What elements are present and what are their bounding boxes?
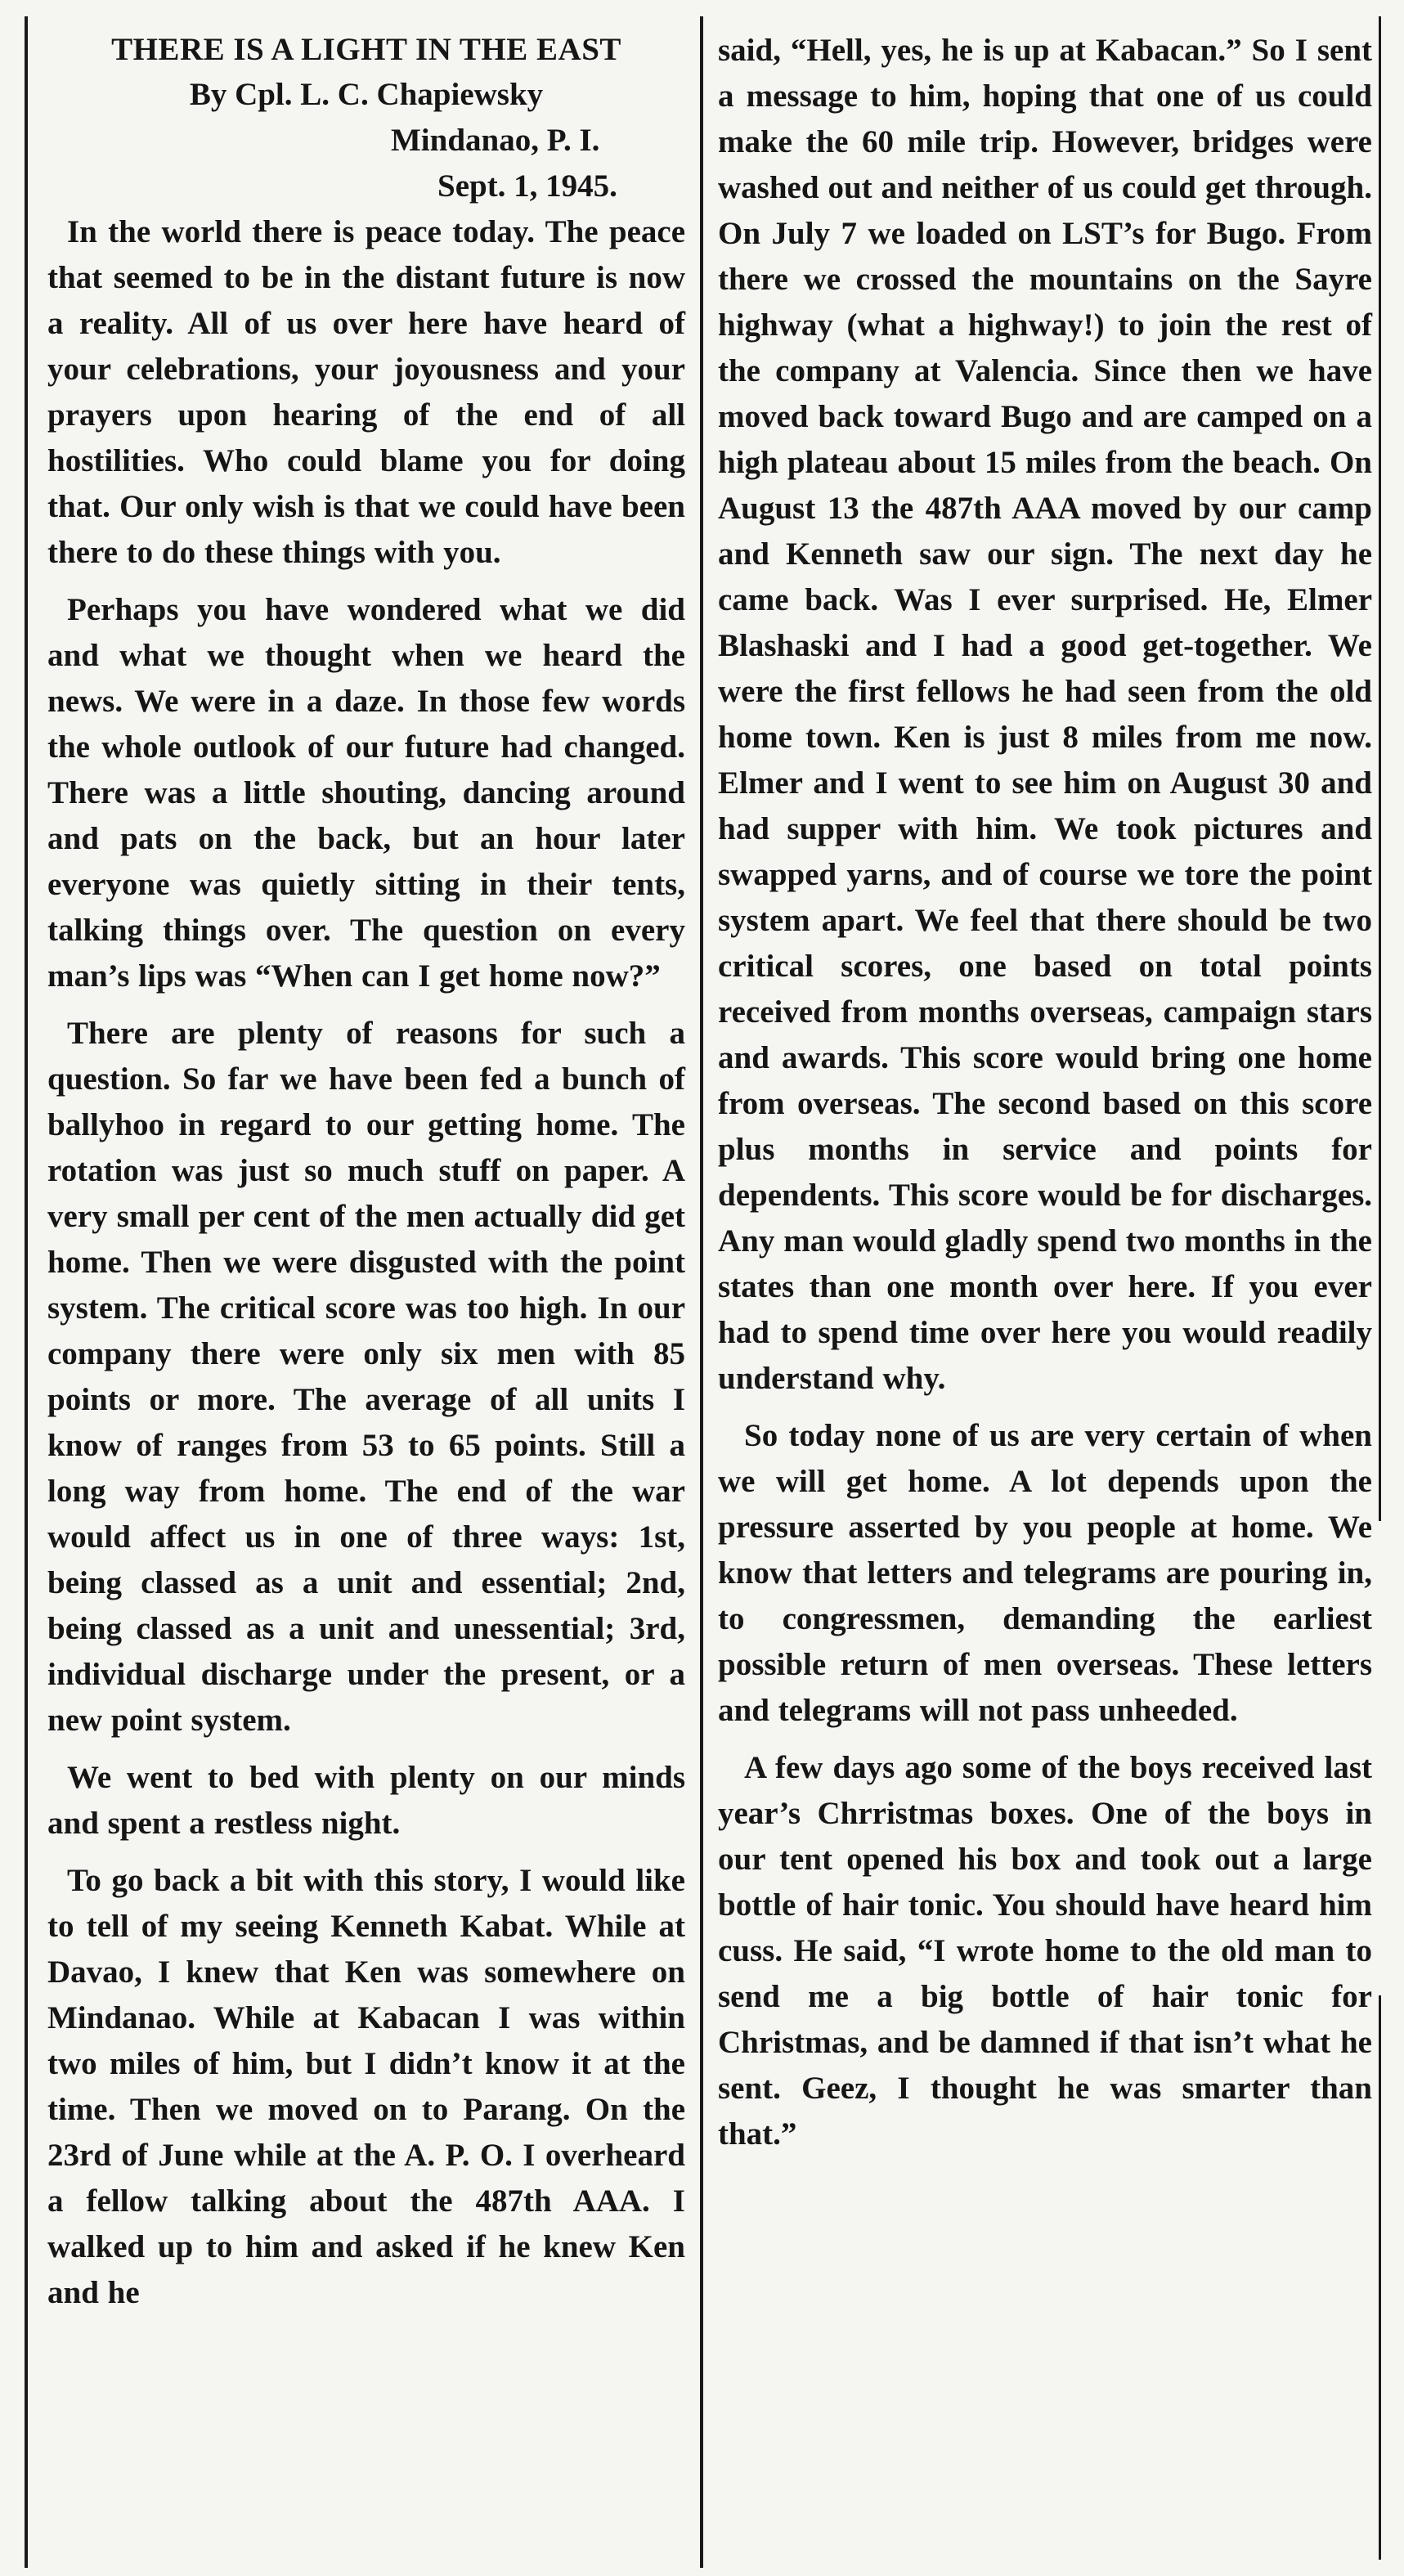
right-column — [718, 28, 1372, 2169]
dateline-place: Mindanao, P. I. — [391, 123, 600, 158]
right-border-rule-lower — [1379, 1995, 1381, 2560]
paragraph-news: Perhaps you have wondered what we did and what we thought when we heard the news. We were in a daze. In those few words the whole outlook of our future had changed. There was a little shouting, dancing around and pats on the back, but an hour later everyone was quietly sitting in their tents, talking things over. The question on every man’s lips was “When can I get home now?” — [47, 592, 685, 994]
paragraph-restless-night: We went to bed with plenty on our minds and spent a restless night. — [47, 1760, 685, 1841]
paragraph-kabacan-continued: said, “Hell, yes, he is up at Kabacan.” So I sent a message to him, hoping that one of us could make the 60 mile trip. However, bridges were washed out and neither of us could get through. On July 7 we loaded on LST’s for Bugo. From there we crossed the mountains on the Sayre highway (what a highway!) to join the rest of the company at Valencia. Since then we have moved back toward Bugo and are camped on a high plateau about 15 miles from the beach. On August 13 the 487th AAA moved by our camp and Kenneth saw our sign. The next day he came back. Was I ever surprised. He, Elmer Blashaski and I had a good get-together. We were the first fellows he had seen from the old home town. Ken is just 8 miles from me now. Elmer and I went to see him on August 30 and had supper with him. We took pictures and swapped yarns, and of course we tore the point system apart. We feel that there should be two critical scores, one based on total points received from months overseas, campaign stars and awards. This score would bring one home from overseas. The second based on this score plus months in service and points for dependents. This score would be for discharges. Any man would gladly spend two months in the states than one month over here. If you ever had to spend time over here you would readily understand why. — [718, 33, 1372, 1396]
column-divider-rule — [700, 16, 703, 2568]
paragraph-christmas-boxes: A few days ago some of the boys received last year’s Chrristmas boxes. One of the boys in our tent opened his box and took out a large bottle of hair tonic. You should have heard him cuss. He said, “I wrote home to the old man to send me a big bottle of hair tonic for Christmas, and be damned if that isn’t what he sent. Geez, I thought he was smarter than that.” — [718, 1750, 1372, 2152]
headline: THERE IS A LIGHT IN THE EAST — [111, 32, 621, 67]
paragraph-kenneth-kabat: To go back a bit with this story, I would like to tell of my seeing Kenneth Kabat. While at Davao, I knew that Ken was somewhere on Mindanao. While at Kabacan I was within two miles of him, but I didn’t know it at the time. Then we moved on to Parang. On the 23rd of June while at the A. P. O. I overheard a fellow talking about the 487th AAA. I walked up to him and asked if he knew Ken and he — [47, 1863, 685, 2310]
right-border-rule-upper — [1379, 16, 1381, 1521]
paragraph-peace: In the world there is peace today. The peace that seemed to be in the distant future is now a reality. All of us over here have heard of your celebrations, your joyousness and your prayers upon hearing of the end of all hostilities. Who could blame you for doing that. Our only wish is that we could have been there to do these things with you. — [47, 214, 685, 570]
dateline-date: Sept. 1, 1945. — [437, 168, 617, 204]
left-border-rule — [25, 16, 28, 2568]
paragraph-uncertain-return: So today none of us are very certain of when we will get home. A lot depends upon the pressure asserted by you people at home. We know that letters and telegrams are pouring in, to congressmen, demanding the earliest possible return of men overseas. These letters and telegrams will not pass unheeded. — [718, 1418, 1372, 1728]
left-column — [47, 28, 685, 2327]
byline: By Cpl. L. C. Chapiewsky — [189, 77, 544, 112]
paragraph-points: There are plenty of reasons for such a question. So far we have been fed a bunch of ballyhoo in regard to our getting home. The rotation was just so much stuff on paper. A very small per cent of the men actually did get home. Then we were disgusted with the point system. The critical score was too high. In our company there were only six men with 85 points or more. The average of all units I know of ranges from 53 to 65 points. Still a long way from home. The end of the war would affect us in one of three ways: 1st, being classed as a unit and essential; 2nd, being classed as a unit and unessential; 3rd, individual discharge under the present, or a new point system. — [47, 1016, 685, 1738]
